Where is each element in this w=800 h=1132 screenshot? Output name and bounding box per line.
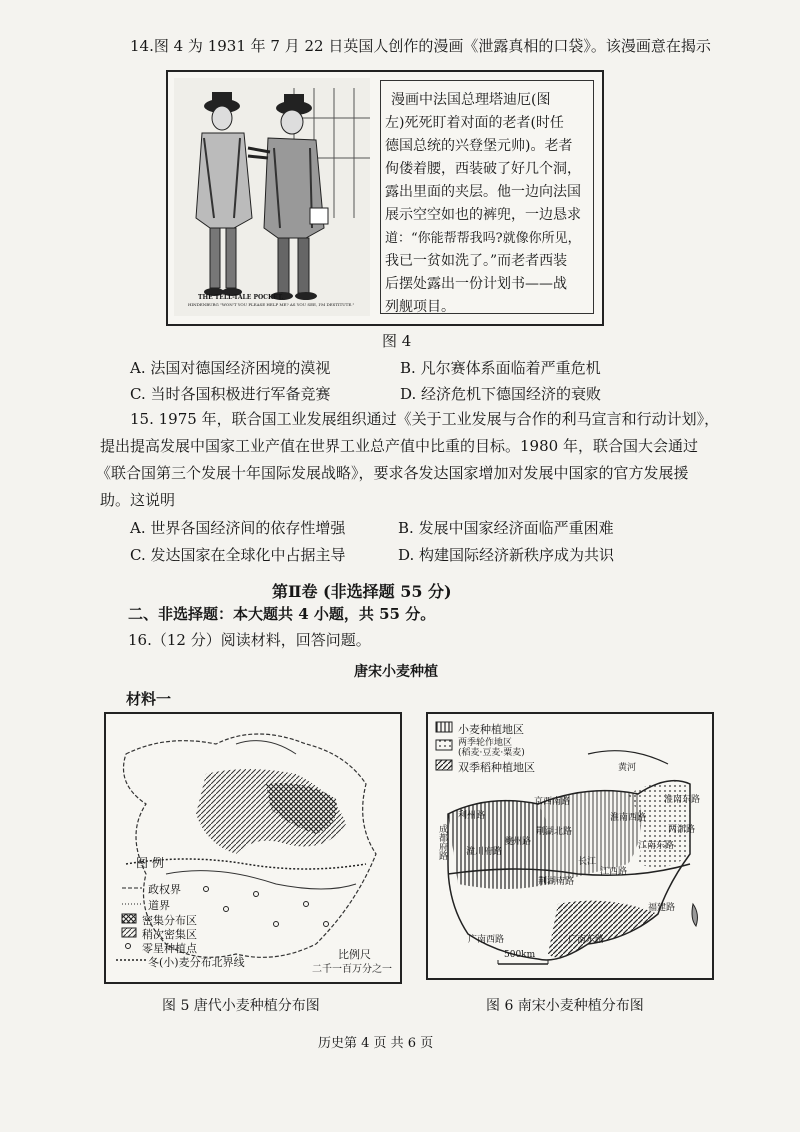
cartoon-illustration	[174, 78, 370, 316]
map6-caption: 图 6 南宋小麦种植分布图	[486, 998, 644, 1014]
caption-line: 德国总统的兴登堡元帅)。老者	[385, 138, 573, 154]
map6-legend-item: 小麦种植地区	[458, 723, 524, 736]
q14-option-b: B. 凡尔赛体系面临着严重危机	[400, 359, 601, 377]
map6-region-label: 长江	[578, 857, 597, 867]
caption-line: 露出里面的夹层。他一边向法国	[385, 184, 581, 200]
caption-line: 后摆处露出一份计划书——战	[385, 276, 567, 292]
map5-scale-value: 二千一百万分之一	[312, 964, 392, 975]
map6-region-label: 两浙路	[668, 825, 696, 835]
map5-legend-item: 零星种植点	[142, 942, 197, 955]
cartoon-figure	[166, 70, 604, 326]
map6-region-label: 利州路	[458, 811, 486, 821]
cartoon-subtitle: HINDENBURG "WON'T YOU PLEASE HELP ME? AS YOU SEE, I'M DESTITUTE."	[188, 302, 355, 307]
caption-line: 展示空空如也的裤兜，一边恳求	[385, 207, 581, 223]
map6-region-label: 荆湖北路	[536, 827, 573, 837]
page-footer: 历史第 4 页 共 6 页	[318, 1036, 434, 1051]
caption-box	[380, 80, 594, 314]
q14-option-d: D. 经济危机下德国经济的衰败	[400, 385, 602, 403]
map6-region-label: 福建路	[648, 903, 676, 913]
map6-region-label: 夔州路	[504, 837, 532, 847]
map5-legend-title: 图 例	[136, 856, 164, 870]
caption-line: 左)死死盯着对面的老者(时任	[385, 115, 564, 131]
caption-line: 漫画中法国总理塔迪厄(图	[391, 92, 551, 108]
map6-region-label: 广南东路	[568, 935, 605, 945]
map-tang-wheat	[104, 712, 402, 984]
q15-line: 15. 1975 年，联合国工业发展组织通过《关于工业发展与合作的利马宣言和行动计划》，	[130, 410, 720, 428]
caption-line: 我已一贫如洗了。”而老者西装	[385, 253, 568, 269]
cartoon-title: THE TELL-TALE POCKET.	[198, 294, 284, 301]
map5-legend-item: 道界	[148, 899, 170, 912]
part-2-subtitle: 二、非选择题：本大题共 4 小题，共 55 分。	[128, 605, 436, 623]
part-2-title: 第Ⅱ卷 (非选择题 55 分)	[272, 582, 452, 601]
map6-legend-item: 双季稻种植地区	[458, 761, 535, 774]
q15-line: 提出提高发展中国家工业产值在世界工业总产值中比重的目标。1980 年，联合国大会通过	[100, 437, 698, 455]
map6-region-label: 京西南路	[534, 797, 571, 807]
map6-region-label: 淮南西路	[610, 813, 647, 823]
q15-line: 助。这说明	[100, 491, 176, 509]
map6-region-label: 江西路	[600, 867, 628, 877]
map6-region-label: 江南东路	[638, 841, 675, 851]
q14-option-a: A. 法国对德国经济困境的漠视	[130, 359, 331, 377]
question-16-stem: 16.（12 分）阅读材料，回答问题。	[128, 631, 371, 649]
question-14-stem: 14.图 4 为 1931 年 7 月 22 日英国人创作的漫画《泄露真相的口袋》。该漫画意在揭示	[130, 37, 711, 55]
material-title: 唐宋小麦种植	[354, 664, 438, 680]
map5-caption: 图 5 唐代小麦种植分布图	[162, 998, 320, 1014]
material-label: 材料一	[126, 690, 172, 708]
map5-legend-item: 政权界	[148, 883, 181, 896]
caption-line: 佝偻着腰，西装破了好几个洞，	[385, 161, 581, 177]
map5-legend-item: 稍次密集区	[142, 928, 197, 941]
map6-region-label: 潼川府路	[466, 847, 503, 857]
map6-region-label: 淮南东路	[664, 795, 701, 805]
figure-4-label: 图 4	[382, 332, 412, 350]
q15-option-b: B. 发展中国家经济面临严重困难	[398, 519, 614, 537]
map5-legend-item: 密集分布区	[142, 914, 197, 927]
map6-region-label: 成都府路	[437, 824, 447, 860]
map6-legend-item: 两季轮作地区 (稻麦·豆麦·粟麦)	[458, 738, 525, 758]
map6-region-label: 广南西路	[468, 935, 505, 945]
q14-option-c: C. 当时各国积极进行军备竞赛	[130, 385, 331, 403]
caption-line: 列舰项目。	[385, 299, 455, 315]
map-song-wheat	[426, 712, 714, 980]
q15-option-a: A. 世界各国经济间的依存性增强	[130, 519, 346, 537]
map5-legend-item: 冬(小)麦分布北界线	[148, 956, 245, 969]
map6-region-label: 荆湖南路	[538, 877, 575, 887]
caption-line: 道：“你能帮帮我吗?就像你所见，	[385, 231, 581, 246]
q15-option-c: C. 发达国家在全球化中占据主导	[130, 546, 346, 564]
map6-region-label: 黄河	[618, 763, 637, 773]
q15-option-d: D. 构建国际经济新秩序成为共识	[398, 546, 615, 564]
map5-scale-label: 比例尺	[338, 948, 371, 961]
map6-scale: 500km	[504, 950, 536, 960]
q15-line: 《联合国第三个发展十年国际发展战略》，要求各发达国家增加对发展中国家的官方发展援	[96, 464, 689, 482]
